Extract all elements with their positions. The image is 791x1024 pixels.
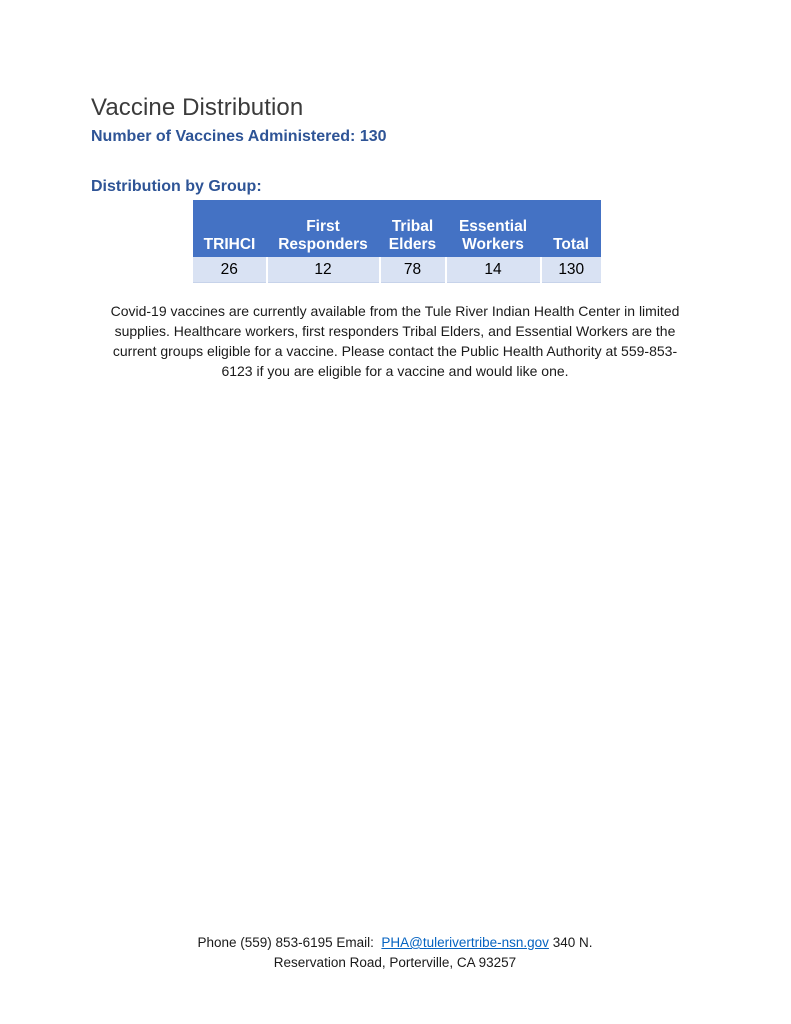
distribution-table: [193, 200, 601, 283]
table-header-cell-trihci: [193, 200, 267, 257]
footer-address-line2: Reservation Road, Porterville, CA 93257: [273, 954, 517, 970]
table-header-row: [193, 200, 601, 257]
table-cell-essential-workers-count: 14: [446, 257, 541, 283]
header-line-1: Essential: [458, 218, 528, 235]
header-line-1: First: [306, 218, 340, 235]
page-title: Vaccine Distribution: [91, 94, 304, 121]
header-line-2: Workers: [462, 235, 524, 253]
table-cell-total-count: 130: [541, 257, 602, 283]
distribution-by-group-label: Distribution by Group:: [91, 178, 262, 195]
table-header-cell-tribal-elders: [380, 200, 446, 257]
table-row: [193, 257, 601, 283]
table-header-cell-essential-workers: [446, 200, 541, 257]
table-cell-tribal-elders-count: 78: [380, 257, 446, 283]
header-line-2: TRIHCI: [203, 235, 256, 253]
footer-email-link[interactable]: PHA@tulerivertribe-nsn.gov: [381, 935, 549, 950]
table-header-cell-first-responders: [267, 200, 380, 257]
availability-paragraph: Covid-19 vaccines are currently available from the Tule River Indian Health Center in limited supplies. Healthcare workers, first responders Tribal Elders, and Essential Workers are the current groups eligible for a vaccine. Please contact the Public Health Authority at 559-853-6123 if you are eligible for a vaccine and would like one.: [110, 303, 680, 379]
page-footer: [103, 933, 687, 972]
table-header-cell-total: [541, 200, 602, 257]
header-line-2: Elders: [388, 235, 437, 253]
table-body: [193, 257, 601, 283]
vaccines-administered-subtitle: Number of Vaccines Administered: 130: [91, 128, 387, 145]
table-cell-trihci-count: 26: [193, 257, 267, 283]
header-line-2: Responders: [278, 235, 368, 253]
table-header: [193, 200, 601, 257]
table-cell-first-responders-count: 12: [267, 257, 380, 283]
footer-phone-label: Phone (559) 853-6195 Email:: [197, 935, 374, 950]
header-line-2: Total: [553, 235, 589, 253]
footer-address-tail: 340 N.: [552, 935, 593, 950]
header-line-1: Tribal: [391, 218, 434, 235]
distribution-table-container: [193, 200, 597, 283]
